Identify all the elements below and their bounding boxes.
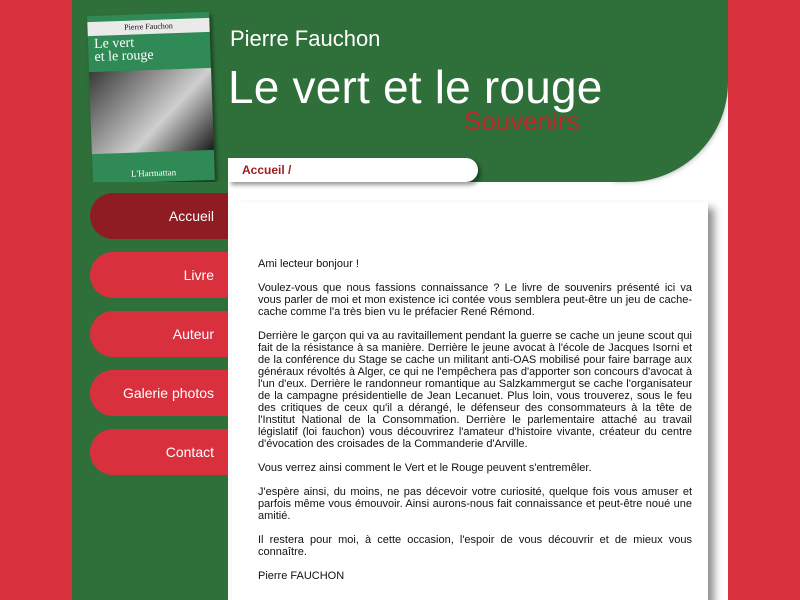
nav-item-label: Contact [165,444,214,460]
nav-item-contact[interactable] [90,429,228,475]
paragraph: Il restera pour moi, à cette occasion, l'espoir de vous découvrir et de mieux vous connaître. [258,534,692,558]
paragraph: Vous verrez ainsi comment le Vert et le Rouge peuvent s'entremêler. [258,462,592,474]
book-cover-title-line1: Le vert [93,35,135,52]
header-author: Pierre Fauchon [230,26,381,51]
paragraph: J'espère ainsi, du moins, ne pas décevoir votre curiosité, quelque fois vous amuser et parfois même vous émouvoir. Ainsi aurons-nous fait connaissance et peut-être noué une amitié. [258,486,692,522]
nav-item-label: Galerie photos [122,385,214,401]
nav-item-label: Livre [183,267,214,283]
breadcrumb [228,158,478,182]
header-subtitle: Souvenirs [464,106,580,136]
nav-item-label: Auteur [172,326,214,342]
nav-item-accueil[interactable] [90,193,228,239]
book-cover-photo [89,68,214,154]
book-cover-publisher: L'Harmattan [130,167,177,179]
header-curve [608,0,728,182]
nav-item-auteur[interactable] [90,311,228,357]
header-curve-inner [608,0,728,182]
nav-item-galerie-photos[interactable] [90,370,228,416]
page [72,0,728,600]
main-nav [90,193,228,488]
greeting: Ami lecteur bonjour ! [258,258,359,270]
paragraph: Derrière le garçon qui va au ravitaillement pendant la guerre se cache un jeune scout qui fait de la résistance à sa manière. Derrière le jeune avocat à l'école de Jacques Isorni et de la conférence du Stage se cache un militant anti-OAS mobilisé pour faire barrage aux généraux révoltés à Alger, ce qui ne l'empêchera pas d'apporter son concours d'avocat à l'un d'eux. Derrière le randonneur romantique au Salzkammergut se cache l'organisateur de la campagne présidentielle de Jean Lecanuet. Plus loin, vous trouverez, sous le feu des critiques de ceux qu'il a dérangé, le défenseur des consommateurs à la tête de l'Institut National de la Consommation. Derrière le parlementaire attaché au travail législatif (loi fauchon) vous découvrirez l'amateur d'histoire vivante, créateur du centre d'évocation des croisades de la Commanderie d'Arville. [258,330,692,450]
book-cover-title-line2: et le rouge [94,47,154,65]
signature: Pierre FAUCHON [258,570,345,582]
header-title: Le vert et le rouge [228,61,603,113]
breadcrumb-home-link[interactable]: Accueil / [242,163,292,177]
book-cover-author: Pierre Fauchon [87,18,209,36]
nav-item-label: Accueil [168,208,214,224]
book-cover-title [94,36,154,64]
nav-item-livre[interactable] [90,252,228,298]
book-cover-image [87,12,215,184]
paragraph: Voulez-vous que nous fassions connaissance ? Le livre de souvenirs présenté ici va vous parler de moi et mon existence ici contée vous semblera peut-être un jeu de cache-cache comme l'a très bien vu le préfacier René Rémond. [258,282,692,318]
content-panel [232,202,708,600]
header [72,0,728,182]
content-text [258,258,692,594]
